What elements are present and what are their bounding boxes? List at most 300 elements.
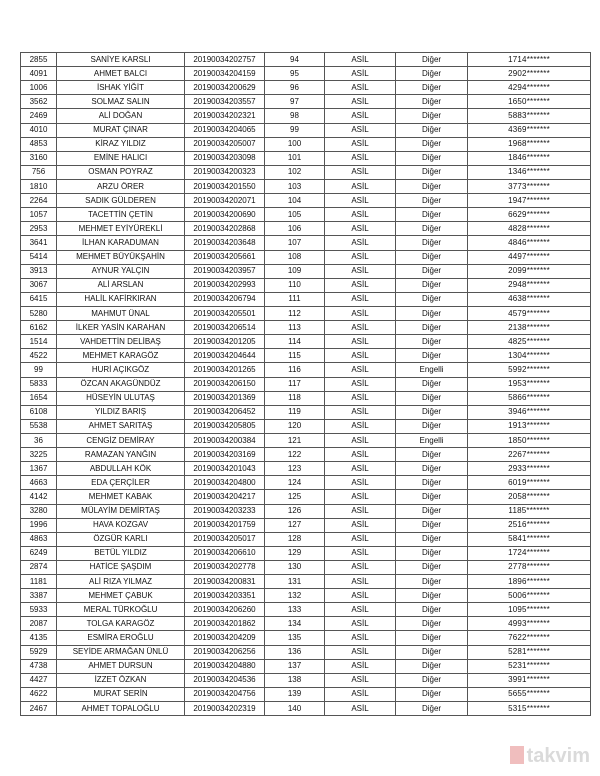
phone-cell: 5866*******	[468, 391, 591, 405]
row-id-cell: 1181	[21, 575, 57, 589]
status-cell: ASİL	[325, 617, 396, 631]
phone-cell: 5315*******	[468, 702, 591, 716]
table-row	[21, 109, 591, 123]
table-row	[21, 405, 591, 419]
category-cell: Diğer	[396, 81, 468, 95]
application-number-cell: 20190034204217	[185, 490, 265, 504]
name-cell: İZZET ÖZKAN	[57, 673, 185, 687]
application-number-cell: 20190034203169	[185, 448, 265, 462]
row-id-cell: 36	[21, 433, 57, 447]
category-cell: Diğer	[396, 321, 468, 335]
name-cell: TACETTİN ÇETİN	[57, 208, 185, 222]
row-id-cell: 5280	[21, 306, 57, 320]
status-cell: ASİL	[325, 349, 396, 363]
category-cell: Diğer	[396, 151, 468, 165]
application-number-cell: 20190034203233	[185, 504, 265, 518]
row-id-cell: 4863	[21, 532, 57, 546]
watermark-text: takvim	[526, 745, 590, 767]
name-cell: ARZU ÖRER	[57, 179, 185, 193]
phone-cell: 1346*******	[468, 165, 591, 179]
category-cell: Diğer	[396, 546, 468, 560]
row-id-cell: 4010	[21, 123, 57, 137]
table-row	[21, 151, 591, 165]
application-number-cell: 20190034204800	[185, 476, 265, 490]
row-id-cell: 1367	[21, 462, 57, 476]
application-number-cell: 20190034201759	[185, 518, 265, 532]
application-number-cell: 20190034204644	[185, 349, 265, 363]
rank-cell: 114	[265, 335, 325, 349]
row-id-cell: 3280	[21, 504, 57, 518]
category-cell: Diğer	[396, 419, 468, 433]
table-row	[21, 575, 591, 589]
row-id-cell: 756	[21, 165, 57, 179]
status-cell: ASİL	[325, 645, 396, 659]
row-id-cell: 3067	[21, 278, 57, 292]
status-cell: ASİL	[325, 532, 396, 546]
table-body	[21, 53, 591, 716]
table-row	[21, 462, 591, 476]
category-cell: Diğer	[396, 405, 468, 419]
category-cell: Diğer	[396, 673, 468, 687]
phone-cell: 1095*******	[468, 603, 591, 617]
phone-cell: 2058*******	[468, 490, 591, 504]
table-row	[21, 419, 591, 433]
category-cell: Diğer	[396, 687, 468, 701]
application-number-cell: 20190034205661	[185, 250, 265, 264]
row-id-cell: 3225	[21, 448, 57, 462]
phone-cell: 3946*******	[468, 405, 591, 419]
rank-cell: 137	[265, 659, 325, 673]
category-cell: Diğer	[396, 659, 468, 673]
name-cell: CENGİZ DEMİRAY	[57, 433, 185, 447]
table-row	[21, 95, 591, 109]
status-cell: ASİL	[325, 377, 396, 391]
table-row	[21, 673, 591, 687]
category-cell: Diğer	[396, 490, 468, 504]
name-cell: HÜSEYİN ULUTAŞ	[57, 391, 185, 405]
name-cell: SADIK GÜLDEREN	[57, 194, 185, 208]
row-id-cell: 1006	[21, 81, 57, 95]
status-cell: ASİL	[325, 448, 396, 462]
category-cell: Diğer	[396, 391, 468, 405]
table-row	[21, 81, 591, 95]
category-cell: Diğer	[396, 560, 468, 574]
category-cell: Diğer	[396, 631, 468, 645]
row-id-cell: 4142	[21, 490, 57, 504]
application-number-cell: 20190034205017	[185, 532, 265, 546]
rank-cell: 106	[265, 222, 325, 236]
phone-cell: 1304*******	[468, 349, 591, 363]
status-cell: ASİL	[325, 81, 396, 95]
name-cell: AYNUR YALÇIN	[57, 264, 185, 278]
application-number-cell: 20190034206452	[185, 405, 265, 419]
category-cell: Diğer	[396, 95, 468, 109]
name-cell: KİRAZ YILDIZ	[57, 137, 185, 151]
category-cell: Engelli	[396, 433, 468, 447]
category-cell: Diğer	[396, 335, 468, 349]
table-row	[21, 687, 591, 701]
category-cell: Diğer	[396, 603, 468, 617]
application-number-cell: 20190034201550	[185, 179, 265, 193]
table-row	[21, 194, 591, 208]
phone-cell: 2516*******	[468, 518, 591, 532]
application-number-cell: 20190034206794	[185, 292, 265, 306]
row-id-cell: 4663	[21, 476, 57, 490]
category-cell: Diğer	[396, 462, 468, 476]
table-row	[21, 165, 591, 179]
category-cell: Diğer	[396, 306, 468, 320]
row-id-cell: 6415	[21, 292, 57, 306]
table-row	[21, 321, 591, 335]
row-id-cell: 1654	[21, 391, 57, 405]
name-cell: SEYİDE ARMAĞAN ÜNLÜ	[57, 645, 185, 659]
rank-cell: 94	[265, 53, 325, 67]
application-number-cell: 20190034203957	[185, 264, 265, 278]
category-cell: Diğer	[396, 532, 468, 546]
candidate-table	[20, 52, 591, 716]
table-row	[21, 589, 591, 603]
phone-cell: 4825*******	[468, 335, 591, 349]
rank-cell: 124	[265, 476, 325, 490]
status-cell: ASİL	[325, 419, 396, 433]
row-id-cell: 2874	[21, 560, 57, 574]
application-number-cell: 20190034200831	[185, 575, 265, 589]
application-number-cell: 20190034202319	[185, 702, 265, 716]
phone-cell: 5231*******	[468, 659, 591, 673]
category-cell: Diğer	[396, 179, 468, 193]
application-number-cell: 20190034206256	[185, 645, 265, 659]
rank-cell: 127	[265, 518, 325, 532]
category-cell: Diğer	[396, 617, 468, 631]
rank-cell: 132	[265, 589, 325, 603]
application-number-cell: 20190034206610	[185, 546, 265, 560]
watermark-logo	[510, 745, 590, 768]
rank-cell: 95	[265, 67, 325, 81]
phone-cell: 4993*******	[468, 617, 591, 631]
status-cell: ASİL	[325, 208, 396, 222]
row-id-cell: 4135	[21, 631, 57, 645]
category-cell: Diğer	[396, 575, 468, 589]
rank-cell: 125	[265, 490, 325, 504]
rank-cell: 120	[265, 419, 325, 433]
phone-cell: 1846*******	[468, 151, 591, 165]
table-row	[21, 137, 591, 151]
table-row	[21, 532, 591, 546]
phone-cell: 6629*******	[468, 208, 591, 222]
phone-cell: 1650*******	[468, 95, 591, 109]
phone-cell: 2099*******	[468, 264, 591, 278]
rank-cell: 138	[265, 673, 325, 687]
table-row	[21, 363, 591, 377]
table-row	[21, 546, 591, 560]
phone-cell: 3991*******	[468, 673, 591, 687]
status-cell: ASİL	[325, 687, 396, 701]
name-cell: MURAT SERİN	[57, 687, 185, 701]
status-cell: ASİL	[325, 95, 396, 109]
name-cell: MEHMET KARAGÖZ	[57, 349, 185, 363]
status-cell: ASİL	[325, 109, 396, 123]
row-id-cell: 6108	[21, 405, 57, 419]
rank-cell: 108	[265, 250, 325, 264]
table-row	[21, 335, 591, 349]
row-id-cell: 3160	[21, 151, 57, 165]
category-cell: Diğer	[396, 702, 468, 716]
phone-cell: 2267*******	[468, 448, 591, 462]
row-id-cell: 4622	[21, 687, 57, 701]
category-cell: Diğer	[396, 518, 468, 532]
status-cell: ASİL	[325, 546, 396, 560]
application-number-cell: 20190034200323	[185, 165, 265, 179]
category-cell: Diğer	[396, 589, 468, 603]
name-cell: ALİ DOĞAN	[57, 109, 185, 123]
rank-cell: 116	[265, 363, 325, 377]
category-cell: Diğer	[396, 236, 468, 250]
status-cell: ASİL	[325, 405, 396, 419]
status-cell: ASİL	[325, 631, 396, 645]
rank-cell: 134	[265, 617, 325, 631]
logo-mark-icon	[510, 746, 524, 764]
category-cell: Diğer	[396, 264, 468, 278]
application-number-cell: 20190034202321	[185, 109, 265, 123]
row-id-cell: 2264	[21, 194, 57, 208]
rank-cell: 118	[265, 391, 325, 405]
table-row	[21, 560, 591, 574]
rank-cell: 97	[265, 95, 325, 109]
application-number-cell: 20190034206514	[185, 321, 265, 335]
row-id-cell: 3387	[21, 589, 57, 603]
name-cell: EDA ÇERÇİLER	[57, 476, 185, 490]
name-cell: AHMET TOPALOĞLU	[57, 702, 185, 716]
name-cell: VAHDETTİN DELİBAŞ	[57, 335, 185, 349]
status-cell: ASİL	[325, 236, 396, 250]
name-cell: MEHMET ÇABUK	[57, 589, 185, 603]
name-cell: MEHMET BÜYÜKŞAHİN	[57, 250, 185, 264]
application-number-cell: 20190034202757	[185, 53, 265, 67]
category-cell: Diğer	[396, 250, 468, 264]
status-cell: ASİL	[325, 504, 396, 518]
status-cell: ASİL	[325, 165, 396, 179]
status-cell: ASİL	[325, 137, 396, 151]
application-number-cell: 20190034201265	[185, 363, 265, 377]
name-cell: ÖZCAN AKAGÜNDÜZ	[57, 377, 185, 391]
category-cell: Engelli	[396, 363, 468, 377]
category-cell: Diğer	[396, 278, 468, 292]
row-id-cell: 4522	[21, 349, 57, 363]
table-row	[21, 349, 591, 363]
phone-cell: 5841*******	[468, 532, 591, 546]
table-row	[21, 490, 591, 504]
phone-cell: 4294*******	[468, 81, 591, 95]
table-row	[21, 448, 591, 462]
row-id-cell: 3562	[21, 95, 57, 109]
category-cell: Diğer	[396, 194, 468, 208]
phone-cell: 4497*******	[468, 250, 591, 264]
name-cell: MÜLAYİM DEMİRTAŞ	[57, 504, 185, 518]
category-cell: Diğer	[396, 292, 468, 306]
name-cell: YILDIZ BARIŞ	[57, 405, 185, 419]
rank-cell: 133	[265, 603, 325, 617]
application-number-cell: 20190034201043	[185, 462, 265, 476]
row-id-cell: 5538	[21, 419, 57, 433]
status-cell: ASİL	[325, 123, 396, 137]
rank-cell: 115	[265, 349, 325, 363]
rank-cell: 140	[265, 702, 325, 716]
application-number-cell: 20190034200384	[185, 433, 265, 447]
row-id-cell: 5414	[21, 250, 57, 264]
application-number-cell: 20190034203648	[185, 236, 265, 250]
name-cell: MEHMET EYİYÜREKLİ	[57, 222, 185, 236]
table-row	[21, 264, 591, 278]
rank-cell: 121	[265, 433, 325, 447]
phone-cell: 4579*******	[468, 306, 591, 320]
rank-cell: 135	[265, 631, 325, 645]
phone-cell: 1724*******	[468, 546, 591, 560]
phone-cell: 5992*******	[468, 363, 591, 377]
name-cell: HAVA KOZGAV	[57, 518, 185, 532]
row-id-cell: 2855	[21, 53, 57, 67]
category-cell: Diğer	[396, 448, 468, 462]
status-cell: ASİL	[325, 264, 396, 278]
row-id-cell: 5933	[21, 603, 57, 617]
table-row	[21, 222, 591, 236]
row-id-cell: 1996	[21, 518, 57, 532]
name-cell: HATİCE ŞAŞDIM	[57, 560, 185, 574]
status-cell: ASİL	[325, 433, 396, 447]
category-cell: Diğer	[396, 349, 468, 363]
phone-cell: 4828*******	[468, 222, 591, 236]
phone-cell: 1185*******	[468, 504, 591, 518]
rank-cell: 119	[265, 405, 325, 419]
table-row	[21, 236, 591, 250]
application-number-cell: 20190034201862	[185, 617, 265, 631]
status-cell: ASİL	[325, 250, 396, 264]
application-number-cell: 20190034205007	[185, 137, 265, 151]
table-row	[21, 123, 591, 137]
phone-cell: 1947*******	[468, 194, 591, 208]
phone-cell: 4369*******	[468, 123, 591, 137]
phone-cell: 1714*******	[468, 53, 591, 67]
application-number-cell: 20190034205805	[185, 419, 265, 433]
name-cell: EMİNE HALICI	[57, 151, 185, 165]
phone-cell: 1896*******	[468, 575, 591, 589]
category-cell: Diğer	[396, 123, 468, 137]
phone-cell: 5655*******	[468, 687, 591, 701]
name-cell: MAHMUT ÜNAL	[57, 306, 185, 320]
phone-cell: 1968*******	[468, 137, 591, 151]
table-row	[21, 617, 591, 631]
rank-cell: 112	[265, 306, 325, 320]
name-cell: HURİ AÇIKGÖZ	[57, 363, 185, 377]
row-id-cell: 2087	[21, 617, 57, 631]
name-cell: OSMAN POYRAZ	[57, 165, 185, 179]
rank-cell: 122	[265, 448, 325, 462]
table-row	[21, 53, 591, 67]
status-cell: ASİL	[325, 179, 396, 193]
table-row	[21, 603, 591, 617]
name-cell: ALİ ARSLAN	[57, 278, 185, 292]
application-number-cell: 20190034200629	[185, 81, 265, 95]
status-cell: ASİL	[325, 560, 396, 574]
application-number-cell: 20190034203351	[185, 589, 265, 603]
category-cell: Diğer	[396, 222, 468, 236]
category-cell: Diğer	[396, 165, 468, 179]
phone-cell: 2948*******	[468, 278, 591, 292]
row-id-cell: 1057	[21, 208, 57, 222]
row-id-cell: 5833	[21, 377, 57, 391]
status-cell: ASİL	[325, 518, 396, 532]
application-number-cell: 20190034204209	[185, 631, 265, 645]
rank-cell: 117	[265, 377, 325, 391]
rank-cell: 98	[265, 109, 325, 123]
category-cell: Diğer	[396, 377, 468, 391]
table-row	[21, 377, 591, 391]
table-row	[21, 631, 591, 645]
phone-cell: 1850*******	[468, 433, 591, 447]
category-cell: Diğer	[396, 504, 468, 518]
row-id-cell: 1514	[21, 335, 57, 349]
phone-cell: 2902*******	[468, 67, 591, 81]
application-number-cell: 20190034200690	[185, 208, 265, 222]
rank-cell: 128	[265, 532, 325, 546]
table-row	[21, 391, 591, 405]
rank-cell: 99	[265, 123, 325, 137]
row-id-cell: 6162	[21, 321, 57, 335]
table-row	[21, 476, 591, 490]
table-row	[21, 659, 591, 673]
name-cell: İSHAK YİĞİT	[57, 81, 185, 95]
rank-cell: 129	[265, 546, 325, 560]
rank-cell: 107	[265, 236, 325, 250]
application-number-cell: 20190034204159	[185, 67, 265, 81]
phone-cell: 5883*******	[468, 109, 591, 123]
table-row	[21, 67, 591, 81]
rank-cell: 104	[265, 194, 325, 208]
rank-cell: 136	[265, 645, 325, 659]
status-cell: ASİL	[325, 67, 396, 81]
status-cell: ASİL	[325, 194, 396, 208]
row-id-cell: 6249	[21, 546, 57, 560]
status-cell: ASİL	[325, 673, 396, 687]
row-id-cell: 2953	[21, 222, 57, 236]
row-id-cell: 2469	[21, 109, 57, 123]
row-id-cell: 5929	[21, 645, 57, 659]
row-id-cell: 2467	[21, 702, 57, 716]
table-row	[21, 518, 591, 532]
category-cell: Diğer	[396, 645, 468, 659]
row-id-cell: 99	[21, 363, 57, 377]
application-number-cell: 20190034202993	[185, 278, 265, 292]
row-id-cell: 3641	[21, 236, 57, 250]
name-cell: ESMİRA EROĞLU	[57, 631, 185, 645]
phone-cell: 7622*******	[468, 631, 591, 645]
rank-cell: 111	[265, 292, 325, 306]
phone-cell: 1953*******	[468, 377, 591, 391]
application-number-cell: 20190034205501	[185, 306, 265, 320]
table-row	[21, 292, 591, 306]
application-number-cell: 20190034203557	[185, 95, 265, 109]
rank-cell: 126	[265, 504, 325, 518]
row-id-cell: 1810	[21, 179, 57, 193]
application-number-cell: 20190034201369	[185, 391, 265, 405]
name-cell: RAMAZAN YANĞIN	[57, 448, 185, 462]
application-number-cell: 20190034203098	[185, 151, 265, 165]
name-cell: ABDULLAH KÖK	[57, 462, 185, 476]
status-cell: ASİL	[325, 222, 396, 236]
rank-cell: 113	[265, 321, 325, 335]
category-cell: Diğer	[396, 109, 468, 123]
rank-cell: 96	[265, 81, 325, 95]
name-cell: ALİ RIZA YILMAZ	[57, 575, 185, 589]
